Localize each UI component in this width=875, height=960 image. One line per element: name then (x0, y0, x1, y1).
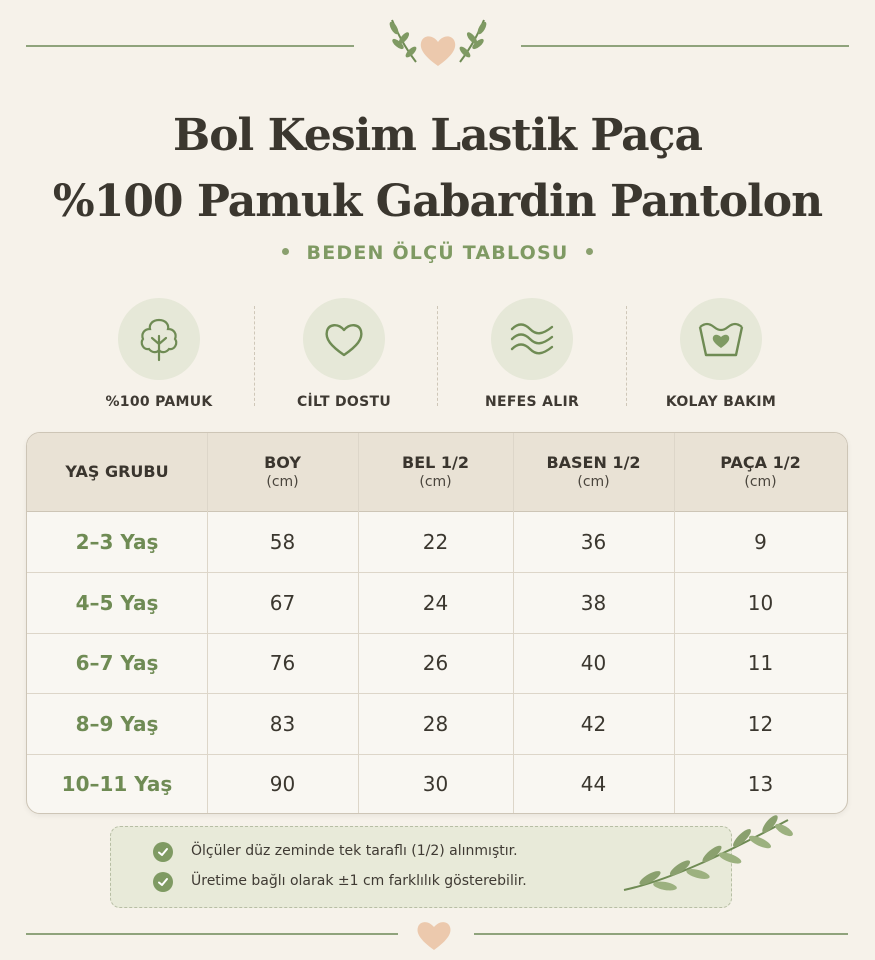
table-cell-bel: 22 (422, 529, 449, 554)
table-cell-bel: 28 (422, 711, 449, 736)
feature-divider (437, 306, 438, 406)
table-cell-basen: 36 (580, 529, 607, 554)
bottom-rule-left (26, 933, 398, 935)
leaf-heart-ornament-icon (380, 12, 496, 72)
note-text: Ölçüler düz zeminde tek taraflı (1/2) alınmıştır. (191, 843, 518, 859)
bullet-dot-left (282, 248, 289, 255)
header-age-group (27, 433, 207, 511)
header-paca (674, 433, 847, 511)
heart-icon (303, 298, 385, 380)
table-cell-basen: 38 (580, 590, 607, 615)
heart-ornament-icon (414, 918, 454, 952)
table-cell-basen: 42 (580, 711, 607, 736)
top-rule-right (521, 45, 849, 47)
subtitle (0, 242, 875, 264)
table-cell-boy: 76 (269, 651, 296, 675)
feature-label: NEFES ALIR (484, 394, 580, 410)
feature-easy-care (646, 298, 796, 410)
header-label: BEL 1/2 (402, 452, 469, 472)
table-cell-paca: 12 (747, 711, 774, 736)
table-cell-boy: 90 (269, 771, 296, 796)
feature-breathable (457, 298, 607, 410)
table-cell-bel: 26 (422, 651, 449, 675)
table-cell-boy: 83 (269, 711, 296, 736)
note-text: Üretime bağlı olarak ±1 cm farklılık gösterebilir. (191, 873, 527, 889)
cotton-icon (118, 298, 200, 380)
page-title-line-1: Bol Kesim Lastik Paça (173, 110, 702, 161)
table-cell-age: 6–7 Yaş (75, 651, 159, 675)
bullet-dot-right (586, 248, 593, 255)
table-cell-age: 10–11 Yaş (61, 771, 173, 796)
feature-cotton (84, 298, 234, 410)
header-unit: (cm) (419, 474, 452, 491)
table-cell-age: 4–5 Yaş (75, 590, 159, 615)
table-cell-basen: 40 (580, 651, 607, 675)
page-title-line-2: %100 Pamuk Gabardin Pantolon (52, 176, 823, 227)
table-cell-bel: 30 (422, 771, 449, 796)
table-cell-age: 8–9 Yaş (75, 711, 159, 736)
feature-divider (626, 306, 627, 406)
wash-icon (680, 298, 762, 380)
subtitle-text: BEDEN ÖLÇÜ TABLOSU (306, 242, 569, 264)
olive-branch-icon (620, 808, 795, 898)
top-rule-left (26, 45, 354, 47)
table-cell-basen: 44 (580, 771, 607, 796)
header-basen (513, 433, 674, 511)
table-cell-paca: 13 (747, 771, 774, 796)
header-boy (207, 433, 358, 511)
header-label: YAŞ GRUBU (65, 462, 169, 482)
table-cell-bel: 24 (422, 590, 449, 615)
table-cell-paca: 10 (747, 590, 774, 615)
feature-label: CİLT DOSTU (296, 394, 392, 410)
table-cell-age: 2–3 Yaş (75, 529, 159, 554)
table-cell-boy: 58 (269, 529, 296, 554)
header-label: PAÇA 1/2 (720, 452, 801, 472)
table-cell-boy: 67 (269, 590, 296, 615)
feature-skin-friendly (269, 298, 419, 410)
feature-label: %100 PAMUK (105, 394, 213, 410)
size-chart-table (26, 432, 848, 814)
header-unit: (cm) (577, 474, 610, 491)
header-bel (358, 433, 513, 511)
table-cell-paca: 9 (754, 529, 767, 554)
waves-icon (491, 298, 573, 380)
feature-label: KOLAY BAKIM (665, 394, 777, 410)
table-cell-paca: 11 (747, 651, 774, 675)
header-label: BOY (264, 452, 301, 472)
header-unit: (cm) (744, 474, 777, 491)
feature-divider (254, 306, 255, 406)
bottom-rule-right (474, 933, 848, 935)
header-label: BASEN 1/2 (546, 452, 641, 472)
header-unit: (cm) (266, 474, 299, 491)
check-icon (153, 872, 173, 892)
check-icon (153, 842, 173, 862)
